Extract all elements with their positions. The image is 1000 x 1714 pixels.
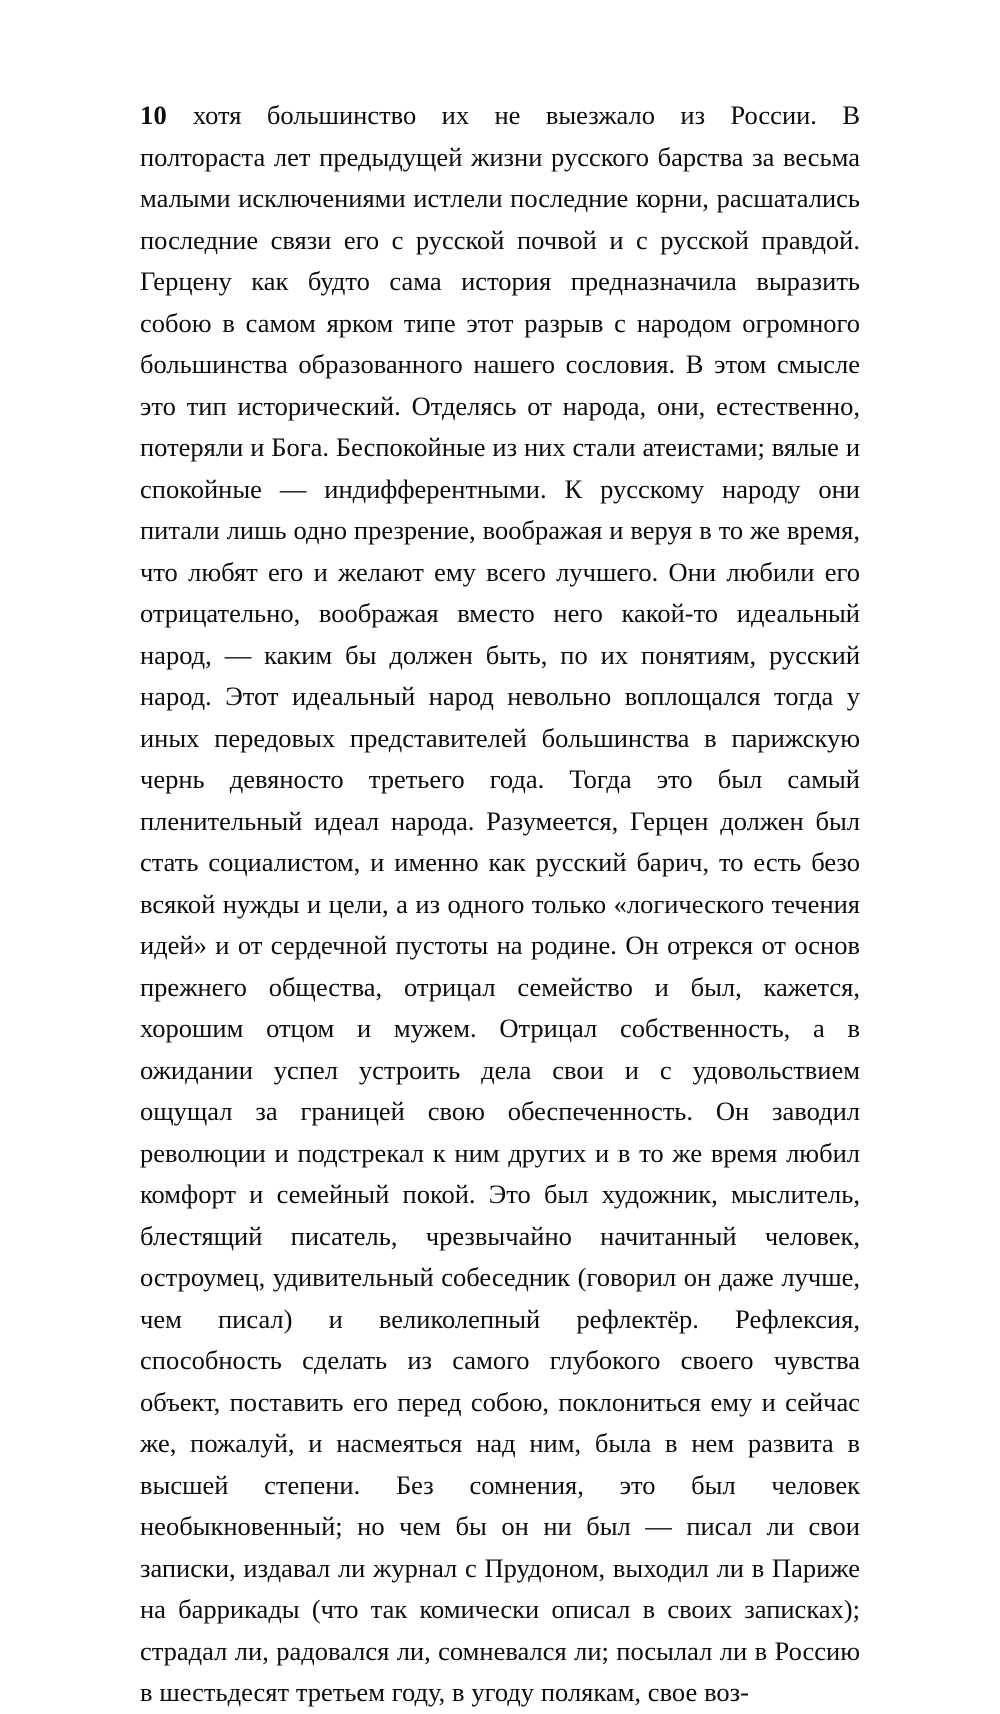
page-number: 10 — [140, 100, 167, 130]
body-paragraph — [140, 95, 860, 1714]
page-text-block — [140, 95, 860, 1714]
paragraph-text: хотя большинство их не выезжало из России. В полтораста лет предыдущей жизни русского барства за весьма малыми исключениями истлели последние корни, расшатались последние связи его с русской почвой и с русской правдой. Герцену как будто сама история предназначила выразить собою в самом ярком типе этот разрыв с народом огромного большинства образованного нашего сословия. В этом смысле это тип исторический. Отделясь от народа, они, естественно, потеряли и Бога. Беспокойные из них стали атеистами; вялые и спокойные — индифферентными. К русскому народу они питали лишь одно презрение, воображая и веруя в то же время, что любят его и желают ему всего лучшего. Они любили его отрицательно, воображая вместо него какой-то идеальный народ, — каким бы должен быть, по их понятиям, русский народ. Этот идеальный народ невольно воплощался тогда у иных передовых представителей большинства в парижскую чернь девяносто третьего года. Тогда это был самый пленительный идеал народа. Разумеется, Герцен должен был стать социалистом, и именно как русский барич, то есть безо всякой нужды и цели, а из одного только «логического течения идей» и от сердечной пустоты на родине. Он отрекся от основ прежнего общества, отрицал семейство и был, кажется, хорошим отцом и мужем. Отрицал собственность, а в ожидании успел устроить дела свои и с удовольствием ощущал за границей свою обеспеченность. Он заводил революции и подстрекал к ним других и в то же время любил комфорт и семейный покой. Это был художник, мыслитель, блестящий писатель, чрезвычайно начитанный человек, остроумец, удивительный собеседник (говорил он даже лучше, чем писал) и великолепный рефлектёр. Рефлексия, способность сделать из самого глубокого своего чувства объект, поставить его перед собою, поклониться ему и сейчас же, пожалуй, и насмеяться над ним, была в нем развита в высшей степени. Без сомнения, это был человек необыкновенный; но чем бы он ни был — писал ли свои записки, издавал ли журнал с Прудоном, выходил ли в Париже на баррикады (что так комически описал в своих записках); страдал ли, радовался ли, сомневался ли; посылал ли в Россию в шестьдесят третьем году, в угоду полякам, свое воз- — [140, 100, 860, 1707]
